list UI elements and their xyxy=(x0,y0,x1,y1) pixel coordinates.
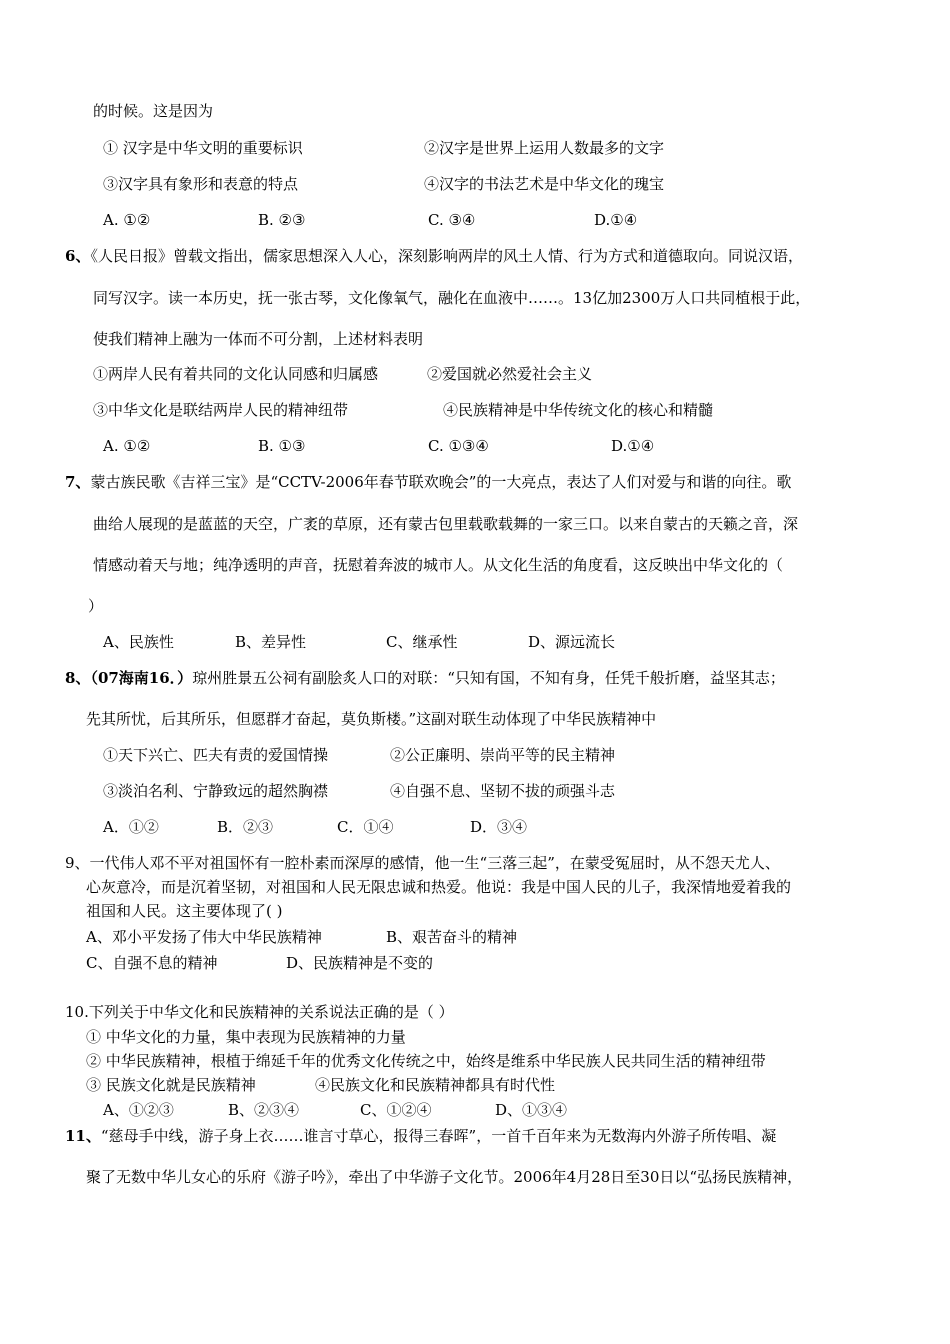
q7-option-d: D、源远流长 xyxy=(528,633,616,651)
q5-statement-4: ④汉字的书法艺术是中华文化的瑰宝 xyxy=(424,175,665,193)
q10-option-c: C、①②④ xyxy=(360,1101,432,1119)
q8-line-2: 先其所忧，后其所乐，但愿群才奋起，莫负斯楼。”这副对联生动体现了中华民族精神中 xyxy=(86,710,657,728)
q5-tail: 的时候。这是因为 xyxy=(93,102,214,120)
q7-option-a: A、民族性 xyxy=(103,633,174,651)
q11-number: 11、 xyxy=(65,1127,101,1145)
q8-statement-1: ①天下兴亡、匹夫有责的爱国情操 xyxy=(103,746,329,764)
q5-option-b: B. ②③ xyxy=(258,211,306,229)
q11-line-2: 聚了无数中华儿女心的乐府《游子吟》，牵出了中华游子文化节。2006年4月28日至30日以“弘扬民族精神， xyxy=(86,1168,803,1186)
q6-option-a: A. ①② xyxy=(103,437,151,455)
q10-statement-1: ① 中华文化的力量，集中表现为民族精神的力量 xyxy=(86,1028,406,1046)
q5-option-a: A. ①② xyxy=(103,211,151,229)
q6-option-d: D.①④ xyxy=(611,437,655,455)
q7-line-3: 情感动着天与地；纯净透明的声音，抚慰着奔波的城市人。从文化生活的角度看，这反映出中华文化的（ xyxy=(93,556,784,574)
q10-line-1: 10.下列关于中华文化和民族精神的关系说法正确的是（ ） xyxy=(65,1003,454,1021)
q5-statement-3: ③汉字具有象形和表意的特点 xyxy=(103,175,299,193)
q8-option-b: B．②③ xyxy=(217,818,274,836)
q8-line-1: 8、（07海南16．）琼州胜景五公祠有副脍炙人口的对联：“只知有国，不知有身，任凭千般折磨，益坚其志； xyxy=(65,669,785,687)
q5-option-d: D.①④ xyxy=(594,211,638,229)
q8-option-a: A．①② xyxy=(103,818,159,836)
q5-statement-2: ②汉字是世界上运用人数最多的文字 xyxy=(424,139,665,157)
q10-statement-4: ④民族文化和民族精神都具有时代性 xyxy=(315,1076,556,1094)
q6-number: 6、 xyxy=(65,247,91,265)
q6-option-c: C. ①③④ xyxy=(428,437,489,455)
q7-line-1: 7、蒙古族民歌《吉祥三宝》是“CCTV-2006年春节联欢晚会”的一大亮点，表达了人们对爱与和谐的向往。歌 xyxy=(65,473,792,491)
q6-statement-3: ③中华文化是联结两岸人民的精神纽带 xyxy=(93,401,349,419)
q10-statement-2: ② 中华民族精神，根植于绵延千年的优秀文化传统之中，始终是维系中华民族人民共同生活的精神纽带 xyxy=(86,1052,766,1070)
q10-option-d: D、①③④ xyxy=(495,1101,568,1119)
q9-line-1: 9、一代伟人邓不平对祖国怀有一腔朴素而深厚的感情，他一生“三落三起”，在蒙受冤屈时，从不怨天尤人、 xyxy=(65,854,780,872)
q8-option-c: C．①④ xyxy=(337,818,394,836)
q7-number: 7、 xyxy=(65,473,91,491)
q7-option-b: B、差异性 xyxy=(235,633,307,651)
q7-option-c: C、继承性 xyxy=(386,633,458,651)
q6-option-b: B. ①③ xyxy=(258,437,306,455)
q8-source: （07海南16．） xyxy=(90,669,193,687)
q6-statement-4: ④民族精神是中华传统文化的核心和精髓 xyxy=(443,401,714,419)
q6-statement-1: ①两岸人民有着共同的文化认同感和归属感 xyxy=(93,365,379,383)
q8-number: 8、 xyxy=(65,669,91,687)
q9-option-d: D、民族精神是不变的 xyxy=(286,954,434,972)
q9-line-3: 祖国和人民。这主要体现了( ) xyxy=(86,902,283,920)
q6-statement-2: ②爱国就必然爱社会主义 xyxy=(427,365,593,383)
q10-statement-3: ③ 民族文化就是民族精神 xyxy=(86,1076,256,1094)
q11-line-1: 11、“慈母手中线，游子身上衣……谁言寸草心，报得三春晖”，一首千百年来为无数海内外游子所传唱、凝 xyxy=(65,1127,777,1145)
q6-line-1: 6、《人民日报》曾载文指出，儒家思想深入人心，深刻影响两岸的风土人情、行为方式和道德取向。同说汉语， xyxy=(65,247,803,265)
q5-option-c: C. ③④ xyxy=(428,211,476,229)
q5-statement-1: ① 汉字是中华文明的重要标识 xyxy=(103,139,303,157)
q7-line-2: 曲给人展现的是蓝蓝的天空，广袤的草原，还有蒙古包里载歌载舞的一家三口。以来自蒙古的天籁之音，深 xyxy=(93,515,799,533)
q8-statement-4: ④自强不息、坚韧不拔的顽强斗志 xyxy=(390,782,616,800)
q10-option-a: A、①②③ xyxy=(103,1101,174,1119)
q9-option-a: A、邓小平发扬了伟大中华民族精神 xyxy=(86,928,322,946)
q7-line-4: ） xyxy=(88,597,104,615)
q9-line-2: 心灰意冷，而是沉着坚韧，对祖国和人民无限忠诚和热爱。他说：我是中国人民的儿子，我深情地爱着我的 xyxy=(86,878,792,896)
q10-option-b: B、②③④ xyxy=(228,1101,300,1119)
q9-option-b: B、艰苦奋斗的精神 xyxy=(386,928,518,946)
q9-option-c: C、自强不息的精神 xyxy=(86,954,218,972)
q8-statement-3: ③淡泊名利、宁静致远的超然胸襟 xyxy=(103,782,329,800)
q6-line-3: 使我们精神上融为一体而不可分割，上述材料表明 xyxy=(93,330,424,348)
q8-statement-2: ②公正廉明、崇尚平等的民主精神 xyxy=(390,746,616,764)
q8-option-d: D．③④ xyxy=(470,818,528,836)
q6-line-2: 同写汉字。读一本历史，抚一张古琴，文化像氧气，融化在血液中……。13亿加2300万人口共同植根于此， xyxy=(93,289,811,307)
